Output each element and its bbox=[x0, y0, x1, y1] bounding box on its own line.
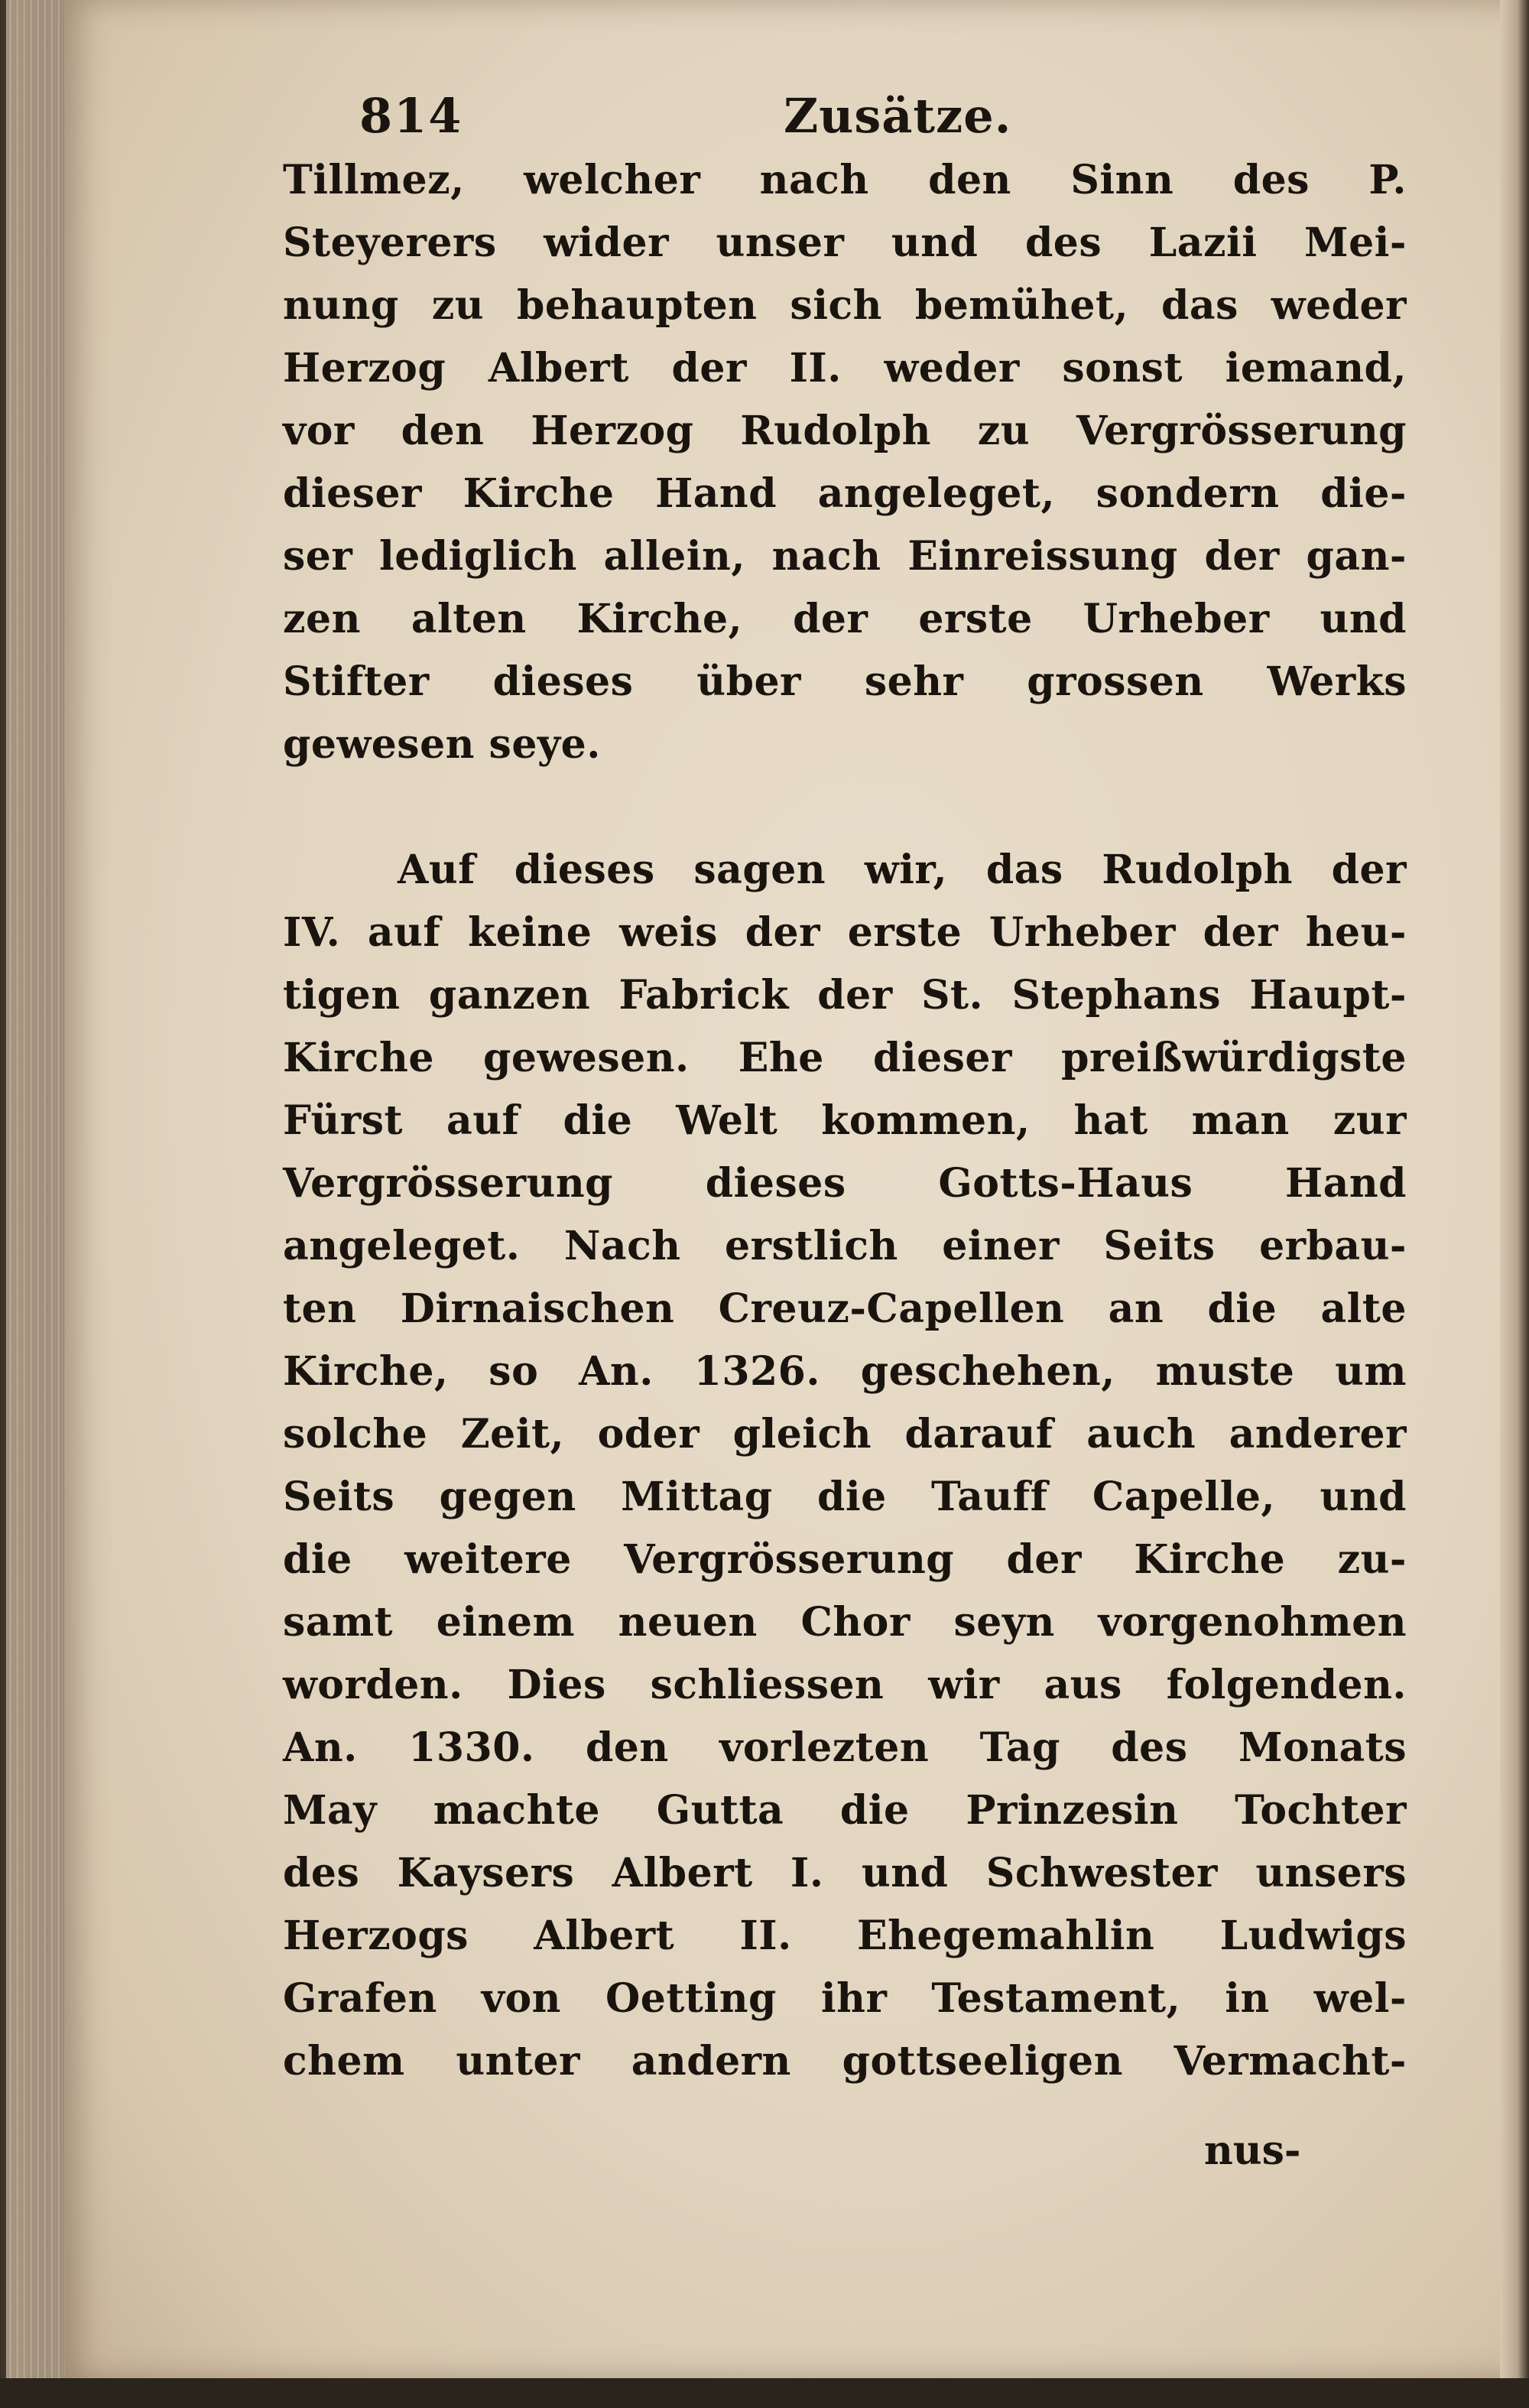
text-line: ser lediglich allein, nach Einreissung der gan- bbox=[283, 533, 1407, 580]
text-line: Kirche gewesen. Ehe dieser preißwürdigste bbox=[283, 1035, 1407, 1081]
text-line: IV. auf keine weis der erste Urheber der heu- bbox=[283, 909, 1407, 956]
text-line: Herzog Albert der II. weder sonst iemand, bbox=[283, 345, 1407, 392]
text-line: Steyerers wider unser und des Lazii Mei- bbox=[283, 219, 1407, 266]
background-band bbox=[0, 2378, 1529, 2408]
text-line: Auf dieses sagen wir, das Rudolph der bbox=[398, 847, 1407, 893]
text-line: ten Dirnaischen Creuz-Capellen an die alte bbox=[283, 1285, 1407, 1332]
paragraph-gap bbox=[283, 776, 1407, 839]
page-number: 814 bbox=[359, 88, 463, 144]
text-line: Herzogs Albert II. Ehegemahlin Ludwigs bbox=[283, 1912, 1407, 1959]
text-line: tigen ganzen Fabrick der St. Stephans Haupt- bbox=[283, 972, 1407, 1019]
text-line: chem unter andern gottseeligen Vermacht- bbox=[283, 2038, 1407, 2085]
text-line: zen alten Kirche, der erste Urheber und bbox=[283, 596, 1407, 642]
text-line: gewesen seye. bbox=[283, 721, 601, 768]
text-line: worden. Dies schliessen wir aus folgenden. bbox=[283, 1662, 1407, 1708]
text-line: Seits gegen Mittag die Tauff Capelle, und bbox=[283, 1474, 1407, 1520]
text-line: Stifter dieses über sehr grossen Werks bbox=[283, 658, 1407, 705]
text-line: des Kaysers Albert I. und Schwester unsers bbox=[283, 1850, 1407, 1896]
running-head: Zusätze. bbox=[784, 88, 1012, 144]
text-line: samt einem neuen Chor seyn vorgenohmen bbox=[283, 1599, 1407, 1646]
text-line: Kirche, so An. 1326. geschehen, muste um bbox=[283, 1348, 1407, 1395]
text-line: angeleget. Nach erstlich einer Seits erbau- bbox=[283, 1223, 1407, 1269]
text-line: Vergrösserung dieses Gotts-Haus Hand bbox=[283, 1160, 1407, 1207]
text-line: vor den Herzog Rudolph zu Vergrösserung bbox=[283, 408, 1407, 454]
text-line: die weitere Vergrösserung der Kirche zu- bbox=[283, 1536, 1407, 1583]
text-line: Tillmez, welcher nach den Sinn des P. bbox=[283, 157, 1407, 203]
body-text bbox=[283, 149, 1407, 2093]
catchword: nus- bbox=[1204, 2127, 1301, 2174]
text-line: Fürst auf die Welt kommen, hat man zur bbox=[283, 1097, 1407, 1144]
page-fore-edge bbox=[1500, 0, 1529, 2378]
text-line: dieser Kirche Hand angeleget, sondern die- bbox=[283, 470, 1407, 517]
text-line: May machte Gutta die Prinzesin Tochter bbox=[283, 1787, 1407, 1834]
text-line: An. 1330. den vorlezten Tag des Monats bbox=[283, 1724, 1407, 1771]
text-line: Grafen von Oetting ihr Testament, in wel- bbox=[283, 1975, 1407, 2022]
text-line: solche Zeit, oder gleich darauf auch anderer bbox=[283, 1411, 1407, 1457]
page-header bbox=[359, 88, 1430, 157]
text-line: nung zu behaupten sich bemühet, das weder bbox=[283, 282, 1407, 329]
